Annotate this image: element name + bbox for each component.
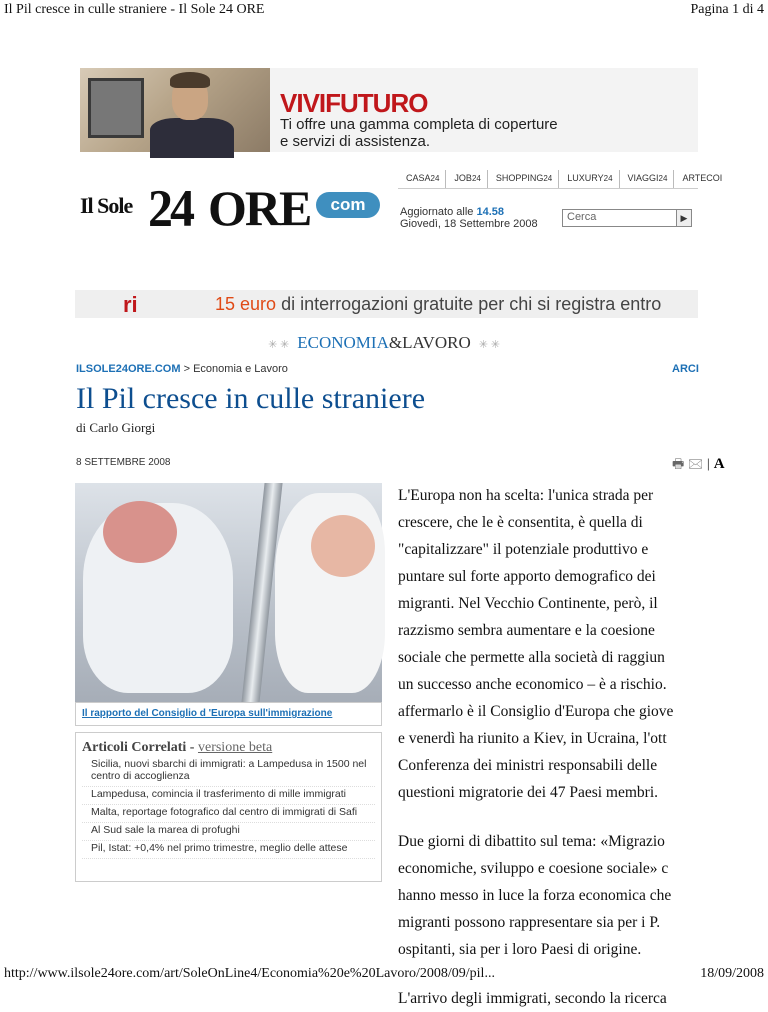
site-logo[interactable] (80, 178, 390, 238)
article-byline: di Carlo Giorgi (76, 420, 156, 435)
section-title: ✳ ✳ ECONOMIA&LAVORO ✳ ✳ (268, 333, 500, 352)
banner-subtitle: Ti offre una gamma completa di coperture e servizi di assistenza. (280, 116, 558, 150)
registration-banner-ad[interactable] (75, 290, 698, 318)
banner-photo (80, 68, 270, 152)
nav-tab-luxury[interactable]: LUXURY24 (558, 170, 618, 188)
article-tools: 🖶 🖂 | A (672, 456, 725, 472)
vivifuturo-banner-ad[interactable] (80, 68, 698, 152)
article-paragraph: Due giorni di dibattito sul tema: «Migrazio economiche, sviluppo e coesione sociale» c hanno messo in luce la forza economica che migranti possono rappresentare sia per i P. ospitanti, sia per i loro Paesi di origine. (398, 833, 672, 958)
beta-link[interactable]: versione beta (197, 740, 273, 755)
top-nav (398, 170, 728, 188)
archive-link[interactable]: ARCI (672, 363, 699, 375)
article-photo (75, 483, 382, 703)
nav-tab-artecoi[interactable]: ARTECOI (673, 170, 728, 188)
article-date: 8 SETTEMBRE 2008 (76, 457, 171, 468)
banner2-text: 15 euro di interrogazioni gratuite per chi si registra entro (215, 294, 662, 314)
nav-tab-casa[interactable]: CASA24 (406, 173, 440, 183)
breadcrumb-home-link[interactable]: ILSOLE24ORE.COM (76, 363, 181, 375)
email-icon[interactable]: 🖂 (687, 456, 704, 471)
related-article-link[interactable]: Sicilia, nuovi sbarchi di immigrati: a Lampedusa in 1500 nel centro di accoglienza (82, 757, 375, 787)
logo-il-sole: Il Sole (80, 193, 133, 218)
print-date: 18/09/2008 (700, 966, 764, 981)
logo-ore: ORE (208, 180, 311, 236)
related-article-link[interactable]: Lampedusa, comincia il trasferimento di mille immigrati (82, 787, 375, 805)
article-paragraph: L'Europa non ha scelta: l'unica strada per crescere, che le è consentita, è quella di "capitalizzare" il potenziale produttivo e puntare sul forte apporto demografico dei migranti. Nel Vecchio Continente, però, il razzismo sembra aumentare e la coesione sociale che permette alla società di raggiun un successo anche economico – è a rischio. affermarlo è il Consiglio d'Europa che giove e venerdì ha riunito a Kiev, in Ucraina, l'ott Conferenza dei ministri responsabili delle questioni migratorie dei 47 Paesi membri. (398, 487, 674, 801)
search-input[interactable]: Cerca (562, 209, 692, 227)
print-page-title: Il Pil cresce in culle straniere - Il Sole 24 ORE (4, 2, 265, 17)
banner-ri-logo: ri (123, 292, 138, 317)
logo-com: com (316, 192, 380, 218)
related-article-link[interactable]: Pil, Istat: +0,4% nel primo trimestre, meglio delle attese (82, 841, 375, 859)
nav-tab-job[interactable]: JOB24 (445, 170, 486, 188)
article-paragraph: L'arrivo degli immigrati, secondo la ricerca (398, 990, 667, 1007)
related-articles (75, 732, 382, 882)
logo-24: 24 (148, 178, 192, 238)
nav-tab-shopping[interactable]: SHOPPING24 (487, 170, 558, 188)
last-updated: Aggiornato alle 14.58 Giovedì, 18 Settembre 2008 (400, 206, 538, 230)
print-url: http://www.ilsole24ore.com/art/SoleOnLine4/Economia%20e%20Lavoro/2008/09/pil... (4, 966, 495, 981)
font-size-icon[interactable]: A (713, 456, 725, 472)
article-title: Il Pil cresce in culle straniere (76, 382, 426, 415)
related-title: Articoli Correlati - versione beta (82, 740, 273, 755)
print-header (4, 2, 764, 22)
related-article-link[interactable]: Al Sud sale la marea di profughi (82, 823, 375, 841)
search-submit-button[interactable]: ▶ (676, 210, 691, 226)
breadcrumb-current[interactable]: Economia e Lavoro (193, 363, 288, 375)
related-article-link[interactable]: Malta, reportage fotografico dal centro di immigrati di Safi (82, 805, 375, 823)
nav-tab-viaggi[interactable]: VIAGGI24 (619, 170, 674, 188)
print-page-number: Pagina 1 di 4 (690, 2, 764, 17)
article-body (398, 482, 698, 1007)
breadcrumb: ILSOLE24ORE.COM > Economia e Lavoro (76, 363, 288, 375)
print-icon[interactable]: 🖶 (672, 456, 685, 471)
banner-title: VIVIFUTURO (280, 88, 428, 118)
photo-caption-link[interactable]: Il rapporto del Consiglio d 'Europa sull'immigrazione (75, 702, 382, 726)
